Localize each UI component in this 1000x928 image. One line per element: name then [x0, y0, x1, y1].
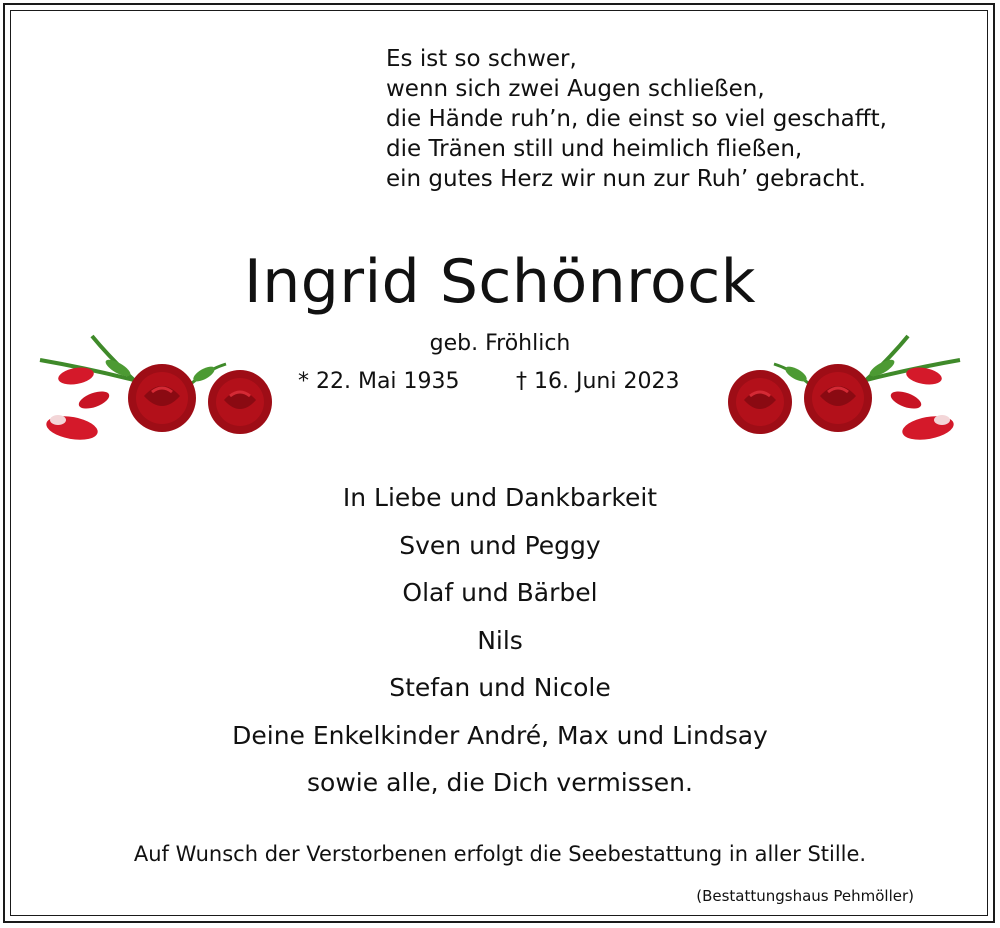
- poem-line: die Hände ruh’n, die einst so viel geschafft,: [386, 106, 887, 132]
- burial-notice: Auf Wunsch der Verstorbenen erfolgt die Seebestattung in aller Stille.: [133, 842, 867, 866]
- mourner-line: Deine Enkelkinder André, Max und Lindsay: [232, 720, 768, 750]
- mourner-line: Olaf und Bärbel: [402, 578, 598, 607]
- death-date: † 16. Juni 2023: [516, 369, 680, 394]
- life-dates: [298, 368, 718, 396]
- mourners-list: [0, 474, 1000, 807]
- maiden-name: geb. Fröhlich: [429, 331, 571, 356]
- poem-line: Es ist so schwer,: [386, 46, 577, 72]
- mourner-line: Stefan und Nicole: [389, 673, 611, 702]
- red-roses-icon: [724, 330, 964, 450]
- poem: [386, 44, 946, 194]
- mourner-line: Sven und Peggy: [399, 530, 601, 560]
- deceased-name: Ingrid Schönrock: [244, 247, 756, 317]
- poem-line: wenn sich zwei Augen schließen,: [386, 76, 765, 102]
- red-roses-icon: [36, 330, 276, 450]
- mourner-line: In Liebe und Dankbarkeit: [342, 483, 658, 512]
- poem-line: ein gutes Herz wir nun zur Ruh’ gebracht.: [386, 166, 866, 192]
- mourner-line: Nils: [477, 625, 523, 655]
- poem-line: die Tränen still und heimlich fließen,: [386, 136, 803, 162]
- funeral-home-credit: (Bestattungshaus Pehmöller): [696, 887, 914, 905]
- mourner-line: sowie alle, die Dich vermissen.: [307, 768, 693, 797]
- birth-date: * 22. Mai 1935: [298, 369, 460, 394]
